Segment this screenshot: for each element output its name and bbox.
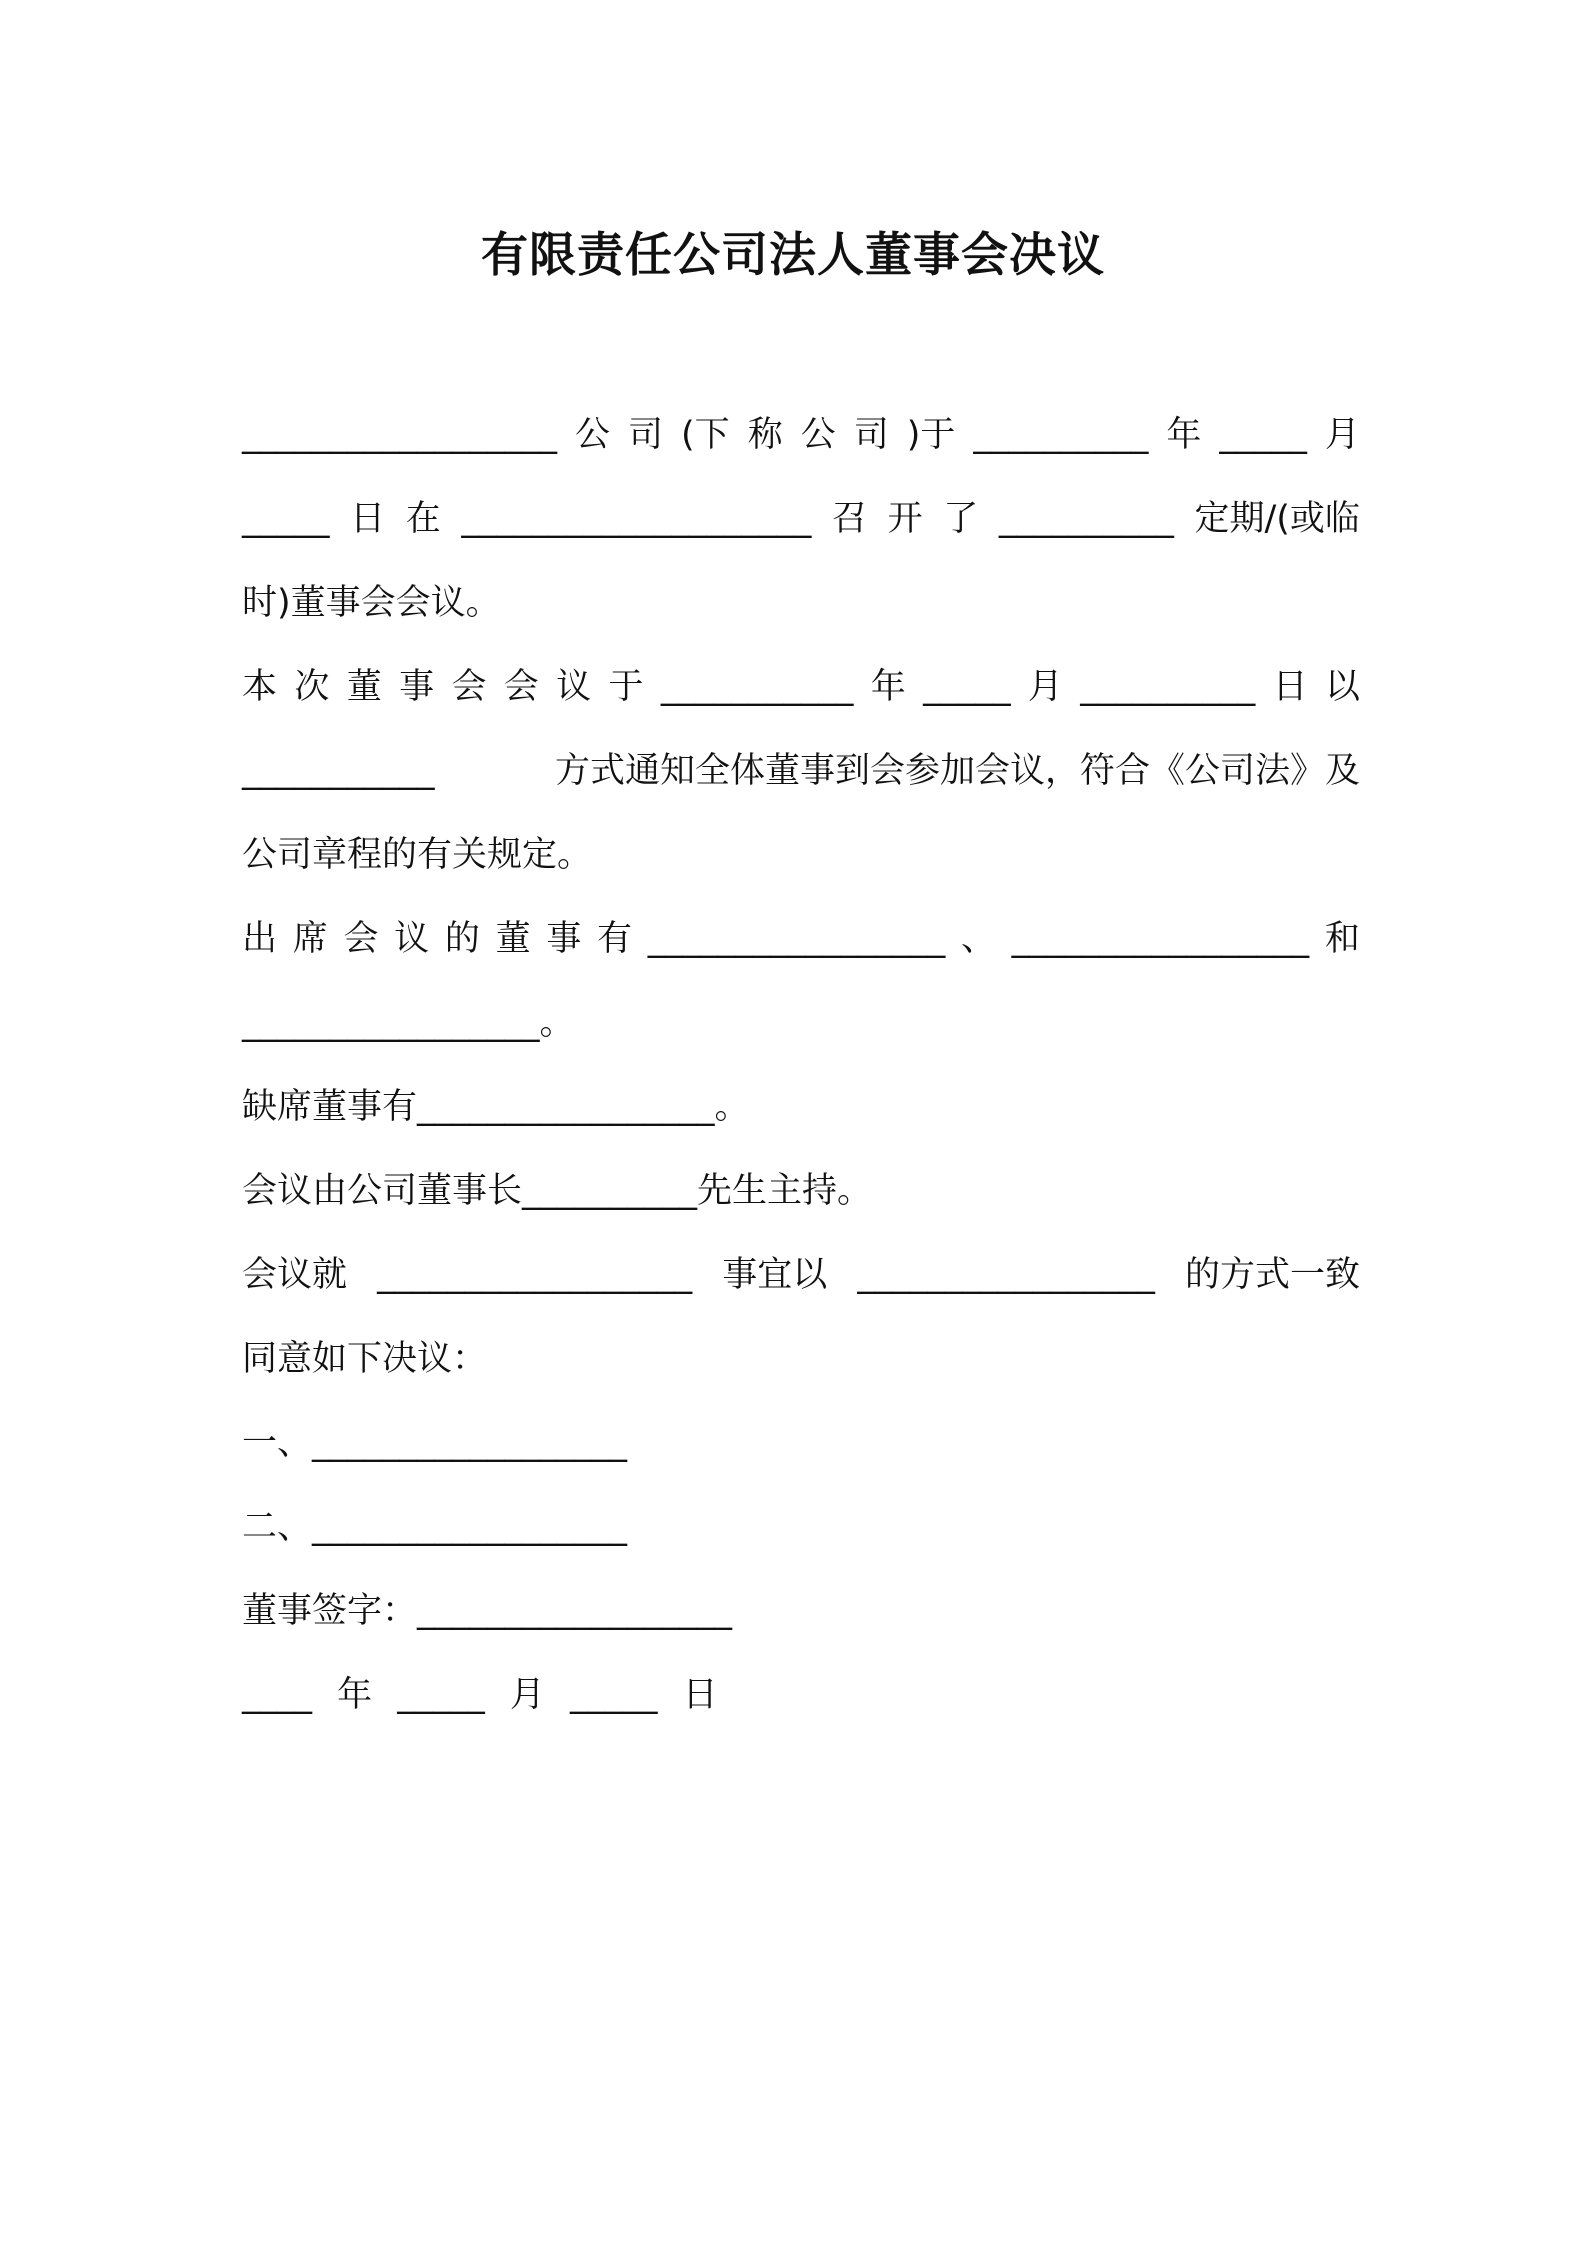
text-segment: 开 [887, 499, 923, 539]
text-segment: (下 [681, 415, 730, 455]
fill-in-blank: _________________ [857, 1255, 1155, 1295]
text-segment: 本 [242, 667, 278, 707]
text-segment: 了 [943, 499, 979, 539]
director-signature-line: 董事签字：__________________ [242, 1591, 733, 1631]
text-segment: 事宜以 [722, 1255, 828, 1295]
fill-in-blank: ___________ [242, 751, 435, 791]
text-segment: 方式通知全体董事到会参加会议，符合《公司法》及 [554, 751, 1360, 791]
text-segment: 、 [960, 919, 996, 959]
text-segment: 会 [503, 667, 539, 707]
text-segment: 以 [1324, 667, 1360, 707]
text-segment: 日 [1272, 667, 1308, 707]
text-segment: 事 [399, 667, 435, 707]
attending-directors-line [242, 914, 1360, 964]
fill-in-blank: ___________ [660, 667, 854, 707]
signing-date-line: ____ 年 _____ 月 _____ 日 [242, 1675, 718, 1715]
fill-in-blank: _________________ [647, 919, 946, 959]
fill-in-blank: __________________ [377, 1255, 693, 1295]
fill-in-blank: _____ [242, 499, 330, 539]
text-segment: 出 [242, 919, 278, 959]
notice-date-line [242, 662, 1360, 712]
text-segment: 公 [800, 415, 836, 455]
document-title: 有限责任公司法人董事会决议 [481, 228, 1105, 283]
resolution-item-2: 二、__________________ [242, 1507, 628, 1547]
fill-in-blank: _________________ [1011, 919, 1310, 959]
text-segment: 议 [394, 919, 430, 959]
text-segment: 会 [451, 667, 487, 707]
resolution-matter-line [242, 1250, 1360, 1300]
text-segment: 和 [1324, 919, 1360, 959]
text-segment: 司 [853, 415, 889, 455]
fill-in-blank: _____ [923, 667, 1011, 707]
text-segment: 司 [628, 415, 664, 455]
resolution-intro-line: 同意如下决议： [242, 1339, 488, 1379]
text-segment: 议 [556, 667, 592, 707]
text-segment: 日 [350, 499, 386, 539]
fill-in-blank: ____________________ [461, 499, 812, 539]
text-segment: 次 [294, 667, 330, 707]
text-segment: 会 [343, 919, 379, 959]
company-meeting-line-1 [242, 410, 1360, 460]
text-segment: 董 [495, 919, 531, 959]
company-meeting-line-2 [242, 494, 1360, 544]
text-segment: 在 [405, 499, 441, 539]
text-segment: 的方式一致 [1184, 1255, 1360, 1295]
fill-in-blank: __________ [998, 499, 1174, 539]
text-segment: 的 [444, 919, 480, 959]
resolution-item-1: 一、__________________ [242, 1423, 628, 1463]
attending-directors-line-2: _________________。 [242, 1003, 575, 1043]
text-segment: 于 [608, 667, 644, 707]
chairman-line: 会议由公司董事长__________先生主持。 [242, 1171, 873, 1211]
compliance-line: 公司章程的有关规定。 [242, 835, 593, 875]
text-segment: 月 [1027, 667, 1063, 707]
text-segment: 称 [747, 415, 783, 455]
fill-in-blank: __________ [973, 415, 1149, 455]
text-segment: )于 [906, 415, 956, 455]
text-segment: 定期/(或临 [1194, 499, 1360, 539]
fill-in-blank: __________________ [242, 415, 557, 455]
text-segment: 公 [575, 415, 611, 455]
text-segment: 年 [1166, 415, 1202, 455]
notice-method-line [242, 746, 1360, 796]
text-segment: 年 [870, 667, 906, 707]
fill-in-blank: _____ [1219, 415, 1307, 455]
text-segment: 月 [1324, 415, 1360, 455]
fill-in-blank: __________ [1080, 667, 1256, 707]
text-segment: 会议就 [242, 1255, 348, 1295]
text-segment: 事 [546, 919, 582, 959]
meeting-type-line: 时)董事会会议。 [242, 583, 501, 623]
text-segment: 召 [831, 499, 867, 539]
text-segment: 有 [597, 919, 633, 959]
text-segment: 席 [292, 919, 328, 959]
text-segment: 董 [346, 667, 382, 707]
absent-directors-line: 缺席董事有_________________。 [242, 1087, 750, 1127]
